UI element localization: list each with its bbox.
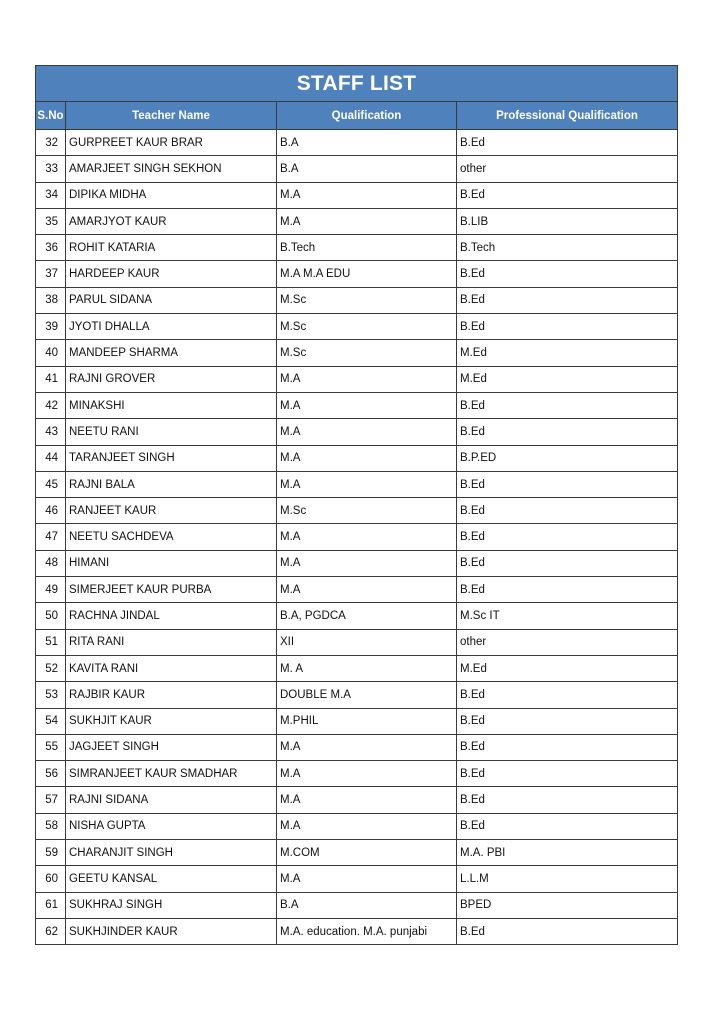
cell-teacher-name: SUKHRAJ SINGH (66, 892, 277, 918)
cell-sno: 57 (36, 787, 66, 813)
cell-professional-qualification: B.Ed (457, 734, 678, 760)
cell-professional-qualification: B.Ed (457, 471, 678, 497)
cell-qualification: M.PHIL (277, 708, 457, 734)
column-header-sno: S.No (36, 102, 66, 130)
cell-professional-qualification: BPED (457, 892, 678, 918)
cell-sno: 53 (36, 682, 66, 708)
cell-sno: 46 (36, 498, 66, 524)
table-row (36, 577, 678, 603)
cell-sno: 59 (36, 840, 66, 866)
cell-professional-qualification: B.Ed (457, 813, 678, 839)
cell-qualification: M.A (277, 524, 457, 550)
cell-qualification: M.A. education. M.A. punjabi (277, 918, 457, 944)
cell-qualification: B.A (277, 156, 457, 182)
table-body (36, 130, 678, 945)
cell-teacher-name: NISHA GUPTA (66, 813, 277, 839)
cell-professional-qualification: B.Ed (457, 550, 678, 576)
table-row (36, 866, 678, 892)
cell-qualification: M.A (277, 866, 457, 892)
table-row (36, 261, 678, 287)
cell-sno: 58 (36, 813, 66, 839)
cell-professional-qualification: M.Ed (457, 366, 678, 392)
table-row (36, 603, 678, 629)
cell-sno: 62 (36, 918, 66, 944)
table-row (36, 629, 678, 655)
column-header-qualification: Qualification (277, 102, 457, 130)
cell-professional-qualification: B.Ed (457, 708, 678, 734)
cell-sno: 32 (36, 130, 66, 156)
cell-qualification: M.A (277, 471, 457, 497)
cell-qualification: M.A (277, 445, 457, 471)
table-row (36, 498, 678, 524)
table-row (36, 787, 678, 813)
table-row (36, 761, 678, 787)
cell-qualification: M. A (277, 655, 457, 681)
cell-teacher-name: RACHNA JINDAL (66, 603, 277, 629)
cell-teacher-name: ROHIT KATARIA (66, 235, 277, 261)
cell-teacher-name: SIMRANJEET KAUR SMADHAR (66, 761, 277, 787)
cell-qualification: M.A (277, 208, 457, 234)
cell-qualification: M.A (277, 577, 457, 603)
table-row (36, 918, 678, 944)
table-row (36, 682, 678, 708)
table-row (36, 655, 678, 681)
cell-sno: 50 (36, 603, 66, 629)
table-row (36, 208, 678, 234)
cell-qualification: M.A (277, 734, 457, 760)
cell-sno: 55 (36, 734, 66, 760)
cell-qualification: DOUBLE M.A (277, 682, 457, 708)
cell-professional-qualification: B.Ed (457, 682, 678, 708)
cell-professional-qualification: B.Tech (457, 235, 678, 261)
table-row (36, 366, 678, 392)
cell-qualification: B.Tech (277, 235, 457, 261)
cell-teacher-name: GEETU KANSAL (66, 866, 277, 892)
cell-professional-qualification: B.Ed (457, 419, 678, 445)
cell-teacher-name: JAGJEET SINGH (66, 734, 277, 760)
cell-qualification: M.Sc (277, 340, 457, 366)
cell-sno: 60 (36, 866, 66, 892)
cell-sno: 43 (36, 419, 66, 445)
table-row (36, 182, 678, 208)
cell-sno: 47 (36, 524, 66, 550)
table-row (36, 314, 678, 340)
table-row (36, 524, 678, 550)
cell-teacher-name: CHARANJIT SINGH (66, 840, 277, 866)
cell-teacher-name: DIPIKA MIDHA (66, 182, 277, 208)
cell-sno: 61 (36, 892, 66, 918)
cell-qualification: M.Sc (277, 498, 457, 524)
cell-qualification: M.Sc (277, 287, 457, 313)
table-row (36, 550, 678, 576)
cell-sno: 39 (36, 314, 66, 340)
cell-sno: 45 (36, 471, 66, 497)
cell-teacher-name: GURPREET KAUR BRAR (66, 130, 277, 156)
cell-teacher-name: RAJNI BALA (66, 471, 277, 497)
cell-professional-qualification: M.Sc IT (457, 603, 678, 629)
cell-sno: 56 (36, 761, 66, 787)
cell-professional-qualification: M.Ed (457, 655, 678, 681)
cell-sno: 52 (36, 655, 66, 681)
cell-professional-qualification: B.Ed (457, 787, 678, 813)
table-row (36, 445, 678, 471)
cell-professional-qualification: B.Ed (457, 918, 678, 944)
cell-professional-qualification: B.Ed (457, 498, 678, 524)
cell-professional-qualification: B.Ed (457, 261, 678, 287)
cell-qualification: M.A M.A EDU (277, 261, 457, 287)
table-row (36, 156, 678, 182)
cell-sno: 35 (36, 208, 66, 234)
cell-teacher-name: RAJNI GROVER (66, 366, 277, 392)
table-title: STAFF LIST (36, 66, 678, 102)
cell-professional-qualification: other (457, 629, 678, 655)
cell-sno: 51 (36, 629, 66, 655)
cell-professional-qualification: L.L.M (457, 866, 678, 892)
table-row (36, 392, 678, 418)
cell-teacher-name: NEETU RANI (66, 419, 277, 445)
cell-qualification: M.Sc (277, 314, 457, 340)
cell-qualification: M.A (277, 419, 457, 445)
cell-professional-qualification: B.Ed (457, 392, 678, 418)
cell-teacher-name: PARUL SIDANA (66, 287, 277, 313)
cell-professional-qualification: B.Ed (457, 577, 678, 603)
cell-professional-qualification: M.Ed (457, 340, 678, 366)
cell-professional-qualification: B.Ed (457, 130, 678, 156)
cell-teacher-name: SUKHJINDER KAUR (66, 918, 277, 944)
cell-qualification: M.A (277, 761, 457, 787)
cell-qualification: B.A, PGDCA (277, 603, 457, 629)
table-row (36, 130, 678, 156)
cell-teacher-name: RANJEET KAUR (66, 498, 277, 524)
cell-teacher-name: HARDEEP KAUR (66, 261, 277, 287)
cell-sno: 49 (36, 577, 66, 603)
cell-professional-qualification: B.P.ED (457, 445, 678, 471)
table-row (36, 419, 678, 445)
cell-qualification: M.A (277, 550, 457, 576)
cell-sno: 38 (36, 287, 66, 313)
cell-teacher-name: NEETU SACHDEVA (66, 524, 277, 550)
cell-qualification: M.A (277, 392, 457, 418)
cell-sno: 33 (36, 156, 66, 182)
staff-list-sheet (35, 65, 677, 945)
cell-sno: 34 (36, 182, 66, 208)
cell-teacher-name: AMARJYOT KAUR (66, 208, 277, 234)
cell-sno: 48 (36, 550, 66, 576)
cell-professional-qualification: B.Ed (457, 761, 678, 787)
cell-professional-qualification: B.Ed (457, 524, 678, 550)
table-row (36, 235, 678, 261)
cell-sno: 44 (36, 445, 66, 471)
staff-table (35, 65, 678, 945)
cell-professional-qualification: M.A. PBI (457, 840, 678, 866)
table-row (36, 892, 678, 918)
table-row (36, 287, 678, 313)
table-row (36, 840, 678, 866)
cell-professional-qualification: other (457, 156, 678, 182)
cell-teacher-name: SIMERJEET KAUR PURBA (66, 577, 277, 603)
cell-professional-qualification: B.Ed (457, 287, 678, 313)
cell-sno: 41 (36, 366, 66, 392)
table-row (36, 813, 678, 839)
cell-sno: 42 (36, 392, 66, 418)
cell-teacher-name: KAVITA RANI (66, 655, 277, 681)
cell-qualification: M.A (277, 787, 457, 813)
table-row (36, 471, 678, 497)
column-header-professional-qualification: Professional Qualification (457, 102, 678, 130)
cell-qualification: M.A (277, 182, 457, 208)
cell-professional-qualification: B.Ed (457, 314, 678, 340)
cell-qualification: XII (277, 629, 457, 655)
cell-qualification: M.COM (277, 840, 457, 866)
cell-teacher-name: AMARJEET SINGH SEKHON (66, 156, 277, 182)
table-row (36, 734, 678, 760)
cell-teacher-name: MANDEEP SHARMA (66, 340, 277, 366)
cell-teacher-name: JYOTI DHALLA (66, 314, 277, 340)
cell-qualification: B.A (277, 892, 457, 918)
cell-sno: 37 (36, 261, 66, 287)
cell-qualification: B.A (277, 130, 457, 156)
table-row (36, 708, 678, 734)
cell-sno: 40 (36, 340, 66, 366)
cell-teacher-name: RAJNI SIDANA (66, 787, 277, 813)
cell-teacher-name: RAJBIR KAUR (66, 682, 277, 708)
cell-qualification: M.A (277, 813, 457, 839)
cell-professional-qualification: B.Ed (457, 182, 678, 208)
cell-teacher-name: SUKHJIT KAUR (66, 708, 277, 734)
column-header-teacher-name: Teacher Name (66, 102, 277, 130)
cell-professional-qualification: B.LIB (457, 208, 678, 234)
cell-sno: 36 (36, 235, 66, 261)
cell-qualification: M.A (277, 366, 457, 392)
cell-sno: 54 (36, 708, 66, 734)
table-row (36, 340, 678, 366)
cell-teacher-name: TARANJEET SINGH (66, 445, 277, 471)
cell-teacher-name: HIMANI (66, 550, 277, 576)
header-row (36, 102, 678, 130)
cell-teacher-name: RITA RANI (66, 629, 277, 655)
cell-teacher-name: MINAKSHI (66, 392, 277, 418)
